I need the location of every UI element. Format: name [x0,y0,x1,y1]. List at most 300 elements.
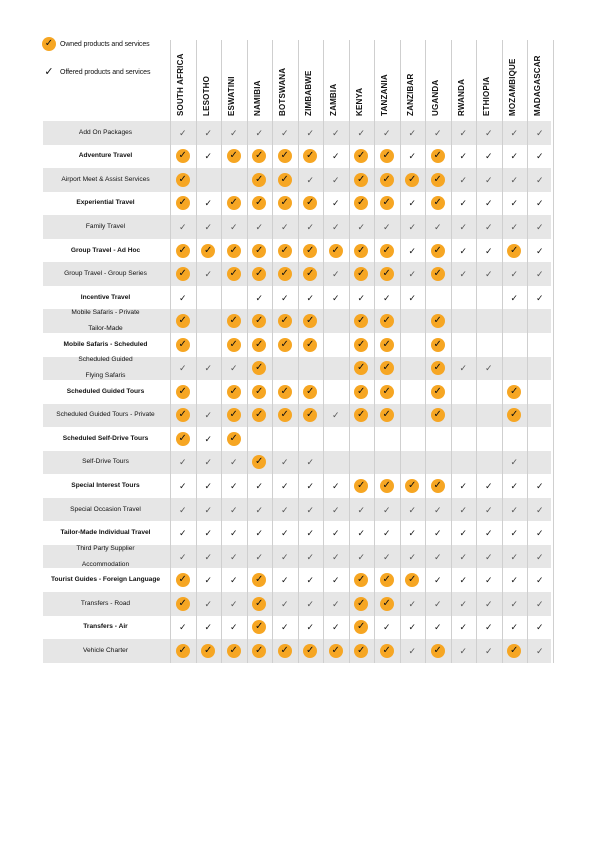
cell-mozambique [502,121,528,145]
check-icon: ✓ [459,645,468,656]
check-circle-icon [507,408,521,422]
cell-madagascar [527,521,553,545]
cell-eswatini [221,427,247,451]
cell-lesotho [196,239,222,263]
check-icon: ✓ [331,292,340,303]
check-icon: ✓ [459,598,468,609]
check-circle-icon [380,644,394,658]
cell-botswana [272,262,298,286]
cell-zambia [323,309,349,333]
column-header-label: RWANDA [456,78,466,116]
cell-zimbabwe [298,451,324,475]
cell-zambia [323,380,349,404]
cell-rwanda [451,521,477,545]
cell-zambia [323,404,349,428]
cell-namibia [247,239,273,263]
check-icon: ✓ [459,127,468,138]
check-icon: ✓ [306,622,315,633]
check-icon: ✓ [178,127,187,138]
cell-ethiopia [476,262,502,286]
cell-zanzibar [400,286,426,310]
legend-offered-label: Offered products and services [60,68,151,76]
cell-mozambique [502,168,528,192]
cell-mozambique [502,639,528,663]
cell-lesotho [196,192,222,216]
cell-namibia [247,309,273,333]
check-icon: ✓ [229,127,238,138]
cell-rwanda [451,262,477,286]
column-divider [553,40,554,663]
cell-lesotho [196,427,222,451]
check-icon: ✓ [510,174,519,185]
cell-namibia [247,545,273,569]
cell-zambia [323,145,349,169]
check-circle-icon [303,644,317,658]
check-icon: ✓ [510,504,519,515]
cell-botswana [272,239,298,263]
check-icon: ✓ [408,528,417,539]
row-label: Transfers - Road [80,599,131,607]
cell-zanzibar [400,215,426,239]
cell-mozambique [502,616,528,640]
check-icon: ✓ [382,127,391,138]
check-icon: ✓ [204,363,213,374]
cell-zimbabwe [298,616,324,640]
cell-south-africa [170,592,196,616]
check-icon: ✓ [229,575,238,586]
cell-uganda [425,309,451,333]
cell-kenya [349,427,375,451]
cell-mozambique [502,568,528,592]
check-icon: ✓ [408,127,417,138]
cell-rwanda [451,545,477,569]
check-icon: ✓ [280,504,289,515]
cell-ethiopia [476,568,502,592]
cell-botswana [272,192,298,216]
check-icon: ✓ [510,481,519,492]
cell-tanzania [374,545,400,569]
cell-uganda [425,357,451,381]
check-icon: ✓ [484,151,493,162]
column-divider [323,40,324,663]
check-circle-icon [252,620,266,634]
cell-ethiopia [476,380,502,404]
cell-uganda [425,568,451,592]
cell-rwanda [451,498,477,522]
cell-tanzania [374,286,400,310]
check-circle-icon [303,244,317,258]
cell-rwanda [451,286,477,310]
check-icon: ✓ [204,598,213,609]
cell-zambia [323,333,349,357]
cell-tanzania [374,568,400,592]
check-circle-icon [303,314,317,328]
cell-namibia [247,192,273,216]
cell-namibia [247,451,273,475]
check-icon: ✓ [357,127,366,138]
check-circle-icon [354,173,368,187]
cell-eswatini [221,404,247,428]
check-circle-icon [252,644,266,658]
row-label: Scheduled Guided Tours - Private [56,411,155,419]
check-circle-icon [354,196,368,210]
check-circle-icon [278,385,292,399]
cell-botswana [272,404,298,428]
check-icon: ✓ [280,292,289,303]
check-icon: ✓ [408,598,417,609]
check-icon: ✓ [535,575,544,586]
cell-south-africa [170,145,196,169]
column-header-label: SOUTH AFRICA [176,53,185,116]
check-circle-icon [380,314,394,328]
check-icon: ✓ [459,622,468,633]
check-icon: ✓ [331,528,340,539]
cell-zambia [323,427,349,451]
cell-lesotho [196,568,222,592]
check-circle-icon [176,267,190,281]
check-icon: ✓ [204,269,213,280]
cell-south-africa [170,262,196,286]
cell-mozambique [502,309,528,333]
check-icon: ✓ [306,221,315,232]
cell-zimbabwe [298,498,324,522]
cell-uganda [425,639,451,663]
check-icon: ✓ [280,221,289,232]
cell-zanzibar [400,498,426,522]
check-circle-icon [176,149,190,163]
check-icon: ✓ [331,504,340,515]
cell-zanzibar [400,404,426,428]
check-icon: ✓ [459,481,468,492]
cell-uganda [425,286,451,310]
cell-tanzania [374,333,400,357]
check-icon: ✓ [459,575,468,586]
cell-madagascar [527,616,553,640]
cell-namibia [247,121,273,145]
cell-zimbabwe [298,474,324,498]
cell-zimbabwe [298,357,324,381]
check-circle-icon [252,361,266,375]
cell-namibia [247,333,273,357]
cell-madagascar [527,404,553,428]
cell-zimbabwe [298,309,324,333]
cell-namibia [247,616,273,640]
check-circle-icon [354,338,368,352]
check-icon: ✓ [229,528,238,539]
cell-zambia [323,121,349,145]
check-circle-icon [227,314,241,328]
check-circle-icon [252,244,266,258]
cell-rwanda [451,239,477,263]
column-header-label: MOZAMBIQUE [507,58,517,116]
cell-namibia [247,262,273,286]
cell-madagascar [527,451,553,475]
check-icon: ✓ [459,221,468,232]
check-circle-icon [354,479,368,493]
cell-lesotho [196,145,222,169]
check-circle-icon [201,244,215,258]
row-label: Special Occasion Travel [70,505,141,513]
check-icon: ✓ [229,622,238,633]
row-label: Transfers - Air [83,623,128,631]
check-circle-icon [431,408,445,422]
check-icon: ✓ [331,575,340,586]
check-icon: ✓ [484,363,493,374]
cell-rwanda [451,309,477,333]
check-circle-icon [252,267,266,281]
check-icon: ✓ [204,410,213,421]
cell-eswatini [221,521,247,545]
cell-zambia [323,498,349,522]
check-circle-icon [176,644,190,658]
legend-owned-label: Owned products and services [60,40,150,48]
check-icon: ✓ [433,551,442,562]
cell-ethiopia [476,427,502,451]
check-icon: ✓ [535,551,544,562]
cell-madagascar [527,168,553,192]
check-icon: ✓ [357,221,366,232]
row-label: Scheduled Guided Tours [66,387,145,395]
check-icon: ✓ [280,551,289,562]
check-icon: ✓ [229,363,238,374]
column-header-label: ETHIOPIA [482,76,491,116]
check-icon: ✓ [535,598,544,609]
check-circle-icon [354,644,368,658]
cell-eswatini [221,639,247,663]
cell-madagascar [527,333,553,357]
cell-mozambique [502,404,528,428]
cell-kenya [349,639,375,663]
check-icon: ✓ [382,551,391,562]
cell-zambia [323,616,349,640]
cell-lesotho [196,215,222,239]
check-icon: ✓ [204,127,213,138]
check-icon: ✓ [484,645,493,656]
cell-lesotho [196,309,222,333]
check-icon: ✓ [255,551,264,562]
cell-zanzibar [400,521,426,545]
check-circle-icon [176,408,190,422]
cell-botswana [272,474,298,498]
cell-south-africa [170,121,196,145]
cell-zimbabwe [298,121,324,145]
check-circle-icon [278,196,292,210]
check-icon: ✓ [280,528,289,539]
cell-ethiopia [476,239,502,263]
check-circle-icon [354,597,368,611]
cell-eswatini [221,286,247,310]
cell-uganda [425,545,451,569]
check-circle-icon [380,361,394,375]
check-icon: ✓ [229,504,238,515]
check-circle-icon [380,196,394,210]
check-circle-icon [354,361,368,375]
cell-lesotho [196,404,222,428]
cell-botswana [272,616,298,640]
cell-ethiopia [476,215,502,239]
cell-rwanda [451,145,477,169]
check-icon: ✓ [306,481,315,492]
cell-zambia [323,451,349,475]
check-icon: ✓ [408,551,417,562]
column-header-label: KENYA [354,87,364,116]
cell-south-africa [170,568,196,592]
cell-zambia [323,639,349,663]
check-icon: ✓ [408,151,417,162]
check-icon: ✓ [280,481,289,492]
row-label: Mobile Safaris - Private Tailor-Made [71,309,140,333]
column-divider [451,40,452,663]
check-circle-icon [278,244,292,258]
check-icon: ✓ [357,551,366,562]
cell-uganda [425,380,451,404]
check-circle-icon [227,267,241,281]
check-icon: ✓ [510,622,519,633]
row-label: Family Travel [85,222,126,230]
cell-mozambique [502,239,528,263]
check-circle-icon [303,149,317,163]
check-circle-icon [380,149,394,163]
check-circle-icon [252,385,266,399]
cell-ethiopia [476,639,502,663]
cell-mozambique [502,380,528,404]
cell-mozambique [502,474,528,498]
column-divider [196,40,197,663]
row-label: Third Party Supplier Accommodation [76,544,135,568]
row-label: Self-Drive Tours [82,458,129,466]
check-icon: ✓ [510,457,519,468]
check-icon: ✓ [178,363,187,374]
cell-rwanda [451,333,477,357]
check-circle-icon [201,644,215,658]
cell-zambia [323,262,349,286]
cell-lesotho [196,616,222,640]
check-circle-icon [227,432,241,446]
column-header-label: ZAMBIA [329,83,338,116]
check-icon: ✓ [331,198,340,209]
check-icon: ✓ [484,598,493,609]
check-icon: ✓ [331,410,340,421]
check-icon: ✓ [459,528,468,539]
cell-botswana [272,498,298,522]
cell-namibia [247,568,273,592]
cell-south-africa [170,215,196,239]
cell-south-africa [170,427,196,451]
column-divider [502,40,503,663]
cell-zanzibar [400,262,426,286]
check-circle-icon [278,173,292,187]
check-circle-icon [303,267,317,281]
cell-madagascar [527,498,553,522]
row-label: Adventure Travel [78,152,133,160]
cell-rwanda [451,404,477,428]
cell-zanzibar [400,380,426,404]
cell-zanzibar [400,192,426,216]
cell-ethiopia [476,451,502,475]
check-circle-icon [354,573,368,587]
check-circle-icon [227,244,241,258]
check-icon: ✓ [178,292,187,303]
check-circle-icon [431,267,445,281]
cell-tanzania [374,121,400,145]
check-circle-icon [431,479,445,493]
check-circle-icon [303,196,317,210]
column-divider [247,40,248,663]
column-divider [374,40,375,663]
cell-south-africa [170,357,196,381]
check-icon: ✓ [229,221,238,232]
check-icon: ✓ [204,622,213,633]
cell-mozambique [502,498,528,522]
cell-eswatini [221,498,247,522]
check-icon: ✓ [535,269,544,280]
check-icon: ✓ [178,481,187,492]
check-circle-icon [431,314,445,328]
cell-tanzania [374,192,400,216]
cell-tanzania [374,357,400,381]
cell-botswana [272,333,298,357]
check-icon: ✓ [459,174,468,185]
cell-mozambique [502,427,528,451]
cell-kenya [349,404,375,428]
check-circle-icon [380,408,394,422]
cell-botswana [272,357,298,381]
cell-botswana [272,427,298,451]
cell-ethiopia [476,592,502,616]
cell-kenya [349,474,375,498]
cell-uganda [425,121,451,145]
check-circle-icon [176,173,190,187]
check-icon: ✓ [535,645,544,656]
check-circle-icon [278,149,292,163]
check-icon: ✓ [433,528,442,539]
cell-zambia [323,215,349,239]
cell-eswatini [221,192,247,216]
check-icon: ✓ [535,504,544,515]
check-circle-icon [252,149,266,163]
cell-botswana [272,592,298,616]
check-icon: ✓ [484,481,493,492]
check-icon: ✓ [484,575,493,586]
check-icon: ✓ [535,198,544,209]
cell-zimbabwe [298,521,324,545]
cell-mozambique [502,286,528,310]
cell-namibia [247,380,273,404]
check-circle-icon [252,173,266,187]
cell-zimbabwe [298,545,324,569]
cell-ethiopia [476,192,502,216]
cell-rwanda [451,192,477,216]
check-circle-icon [354,244,368,258]
cell-ethiopia [476,333,502,357]
check-icon: ✓ [306,292,315,303]
cell-tanzania [374,474,400,498]
check-circle-icon [380,267,394,281]
check-circle-icon [354,385,368,399]
cell-zambia [323,568,349,592]
check-icon: ✓ [408,622,417,633]
check-icon: ✓ [306,457,315,468]
row-label: Group Travel - Ad Hoc [70,246,141,254]
check-circle-icon [431,149,445,163]
check-circle-icon [303,338,317,352]
check-icon: ✓ [510,221,519,232]
check-icon: ✓ [408,198,417,209]
check-circle-icon [278,408,292,422]
check-icon: ✓ [484,528,493,539]
cell-zimbabwe [298,192,324,216]
check-circle-icon [329,244,343,258]
